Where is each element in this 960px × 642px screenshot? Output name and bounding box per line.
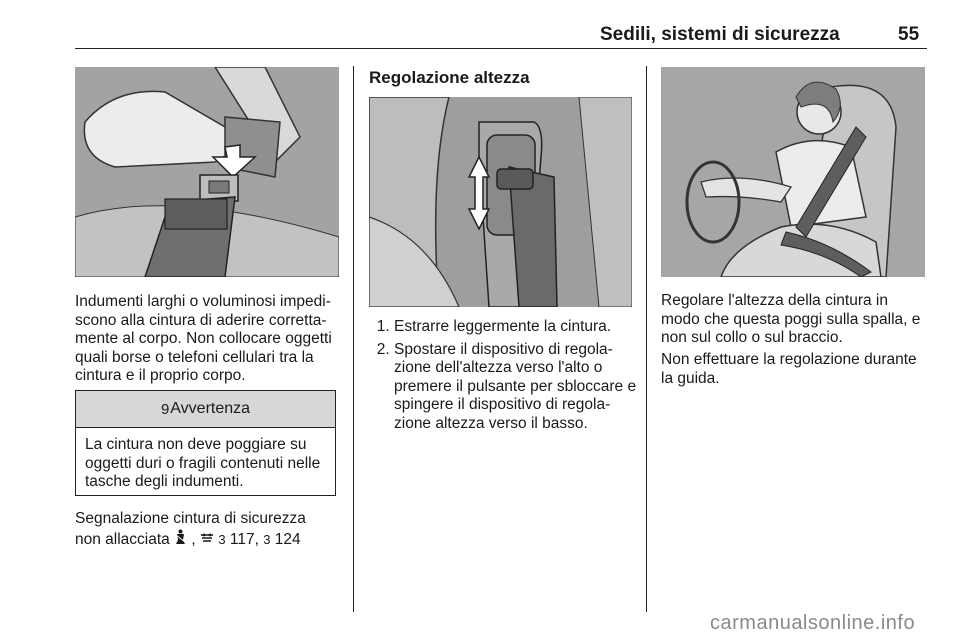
column-divider-left [353,66,354,612]
warning-body: La cintura non deve poggiare su oggetti duri o fragili contenuti nelle tasche degli indumenti. [85,436,321,490]
header-rule [75,48,927,49]
airbag-icon [200,531,218,548]
adjustment-steps-list [369,318,637,437]
list-item: 1. Estrarre leggermente la cintura. [394,318,637,337]
buckle-illustration [75,67,339,277]
page-reference-icon: 3 [218,531,226,547]
warning-title: Avvertenza [170,400,251,417]
driver-belt-position-drawing [661,67,925,277]
buckle-illustration-drawing [75,67,339,277]
page-reference-124[interactable]: 124 [274,530,301,548]
height-instruction-paragraph: Regolare l'altezza della cintura in modo che questa poggi sulla spalla, e non sul collo o sul braccio. [661,292,921,346]
warning-header [76,391,335,428]
warning-box [75,390,336,496]
page-reference-icon: 3 [263,531,271,547]
page-header-title: Sedili, sistemi di sicurezza [600,24,840,45]
driver-belt-position-illustration [661,67,925,277]
signal-line-2: non allacciata [75,530,170,548]
warning-triangle-icon: 9 [160,400,170,418]
section-title-height-adjustment: Regolazione altezza [369,68,530,87]
page-number: 55 [898,24,920,45]
list-item: 2. Spostare il dispositivo di regola-zione dell'altezza verso l'alto o premere il pulsante per sbloccare e spingere il dispositivo di regola-zione altezza verso il basso. [394,341,637,434]
seatbelt-signal-paragraph: Segnalazione cintura di sicurezza non allacciata , 3 117, 3 124 [75,510,306,548]
signal-line-1: Segnalazione cintura di sicurezza [75,510,306,527]
height-adjuster-drawing [369,97,632,307]
seatbelt-warning-icon [174,531,191,548]
no-adjust-while-driving-paragraph: Non effettuare la regolazione durante la guida. [661,351,917,387]
watermark-text: carmanualsonline.info [710,612,916,634]
height-adjuster-illustration [369,97,632,307]
column-divider-right [646,66,647,612]
page-reference-117[interactable]: 117 [229,530,255,548]
loose-clothing-paragraph: Indumenti larghi o voluminosi impedi-scono alla cintura di aderire corretta-mente al corpo. Non collocare oggetti quali borse o telefoni cellulari tra la cintura e il proprio corpo. [75,293,332,384]
